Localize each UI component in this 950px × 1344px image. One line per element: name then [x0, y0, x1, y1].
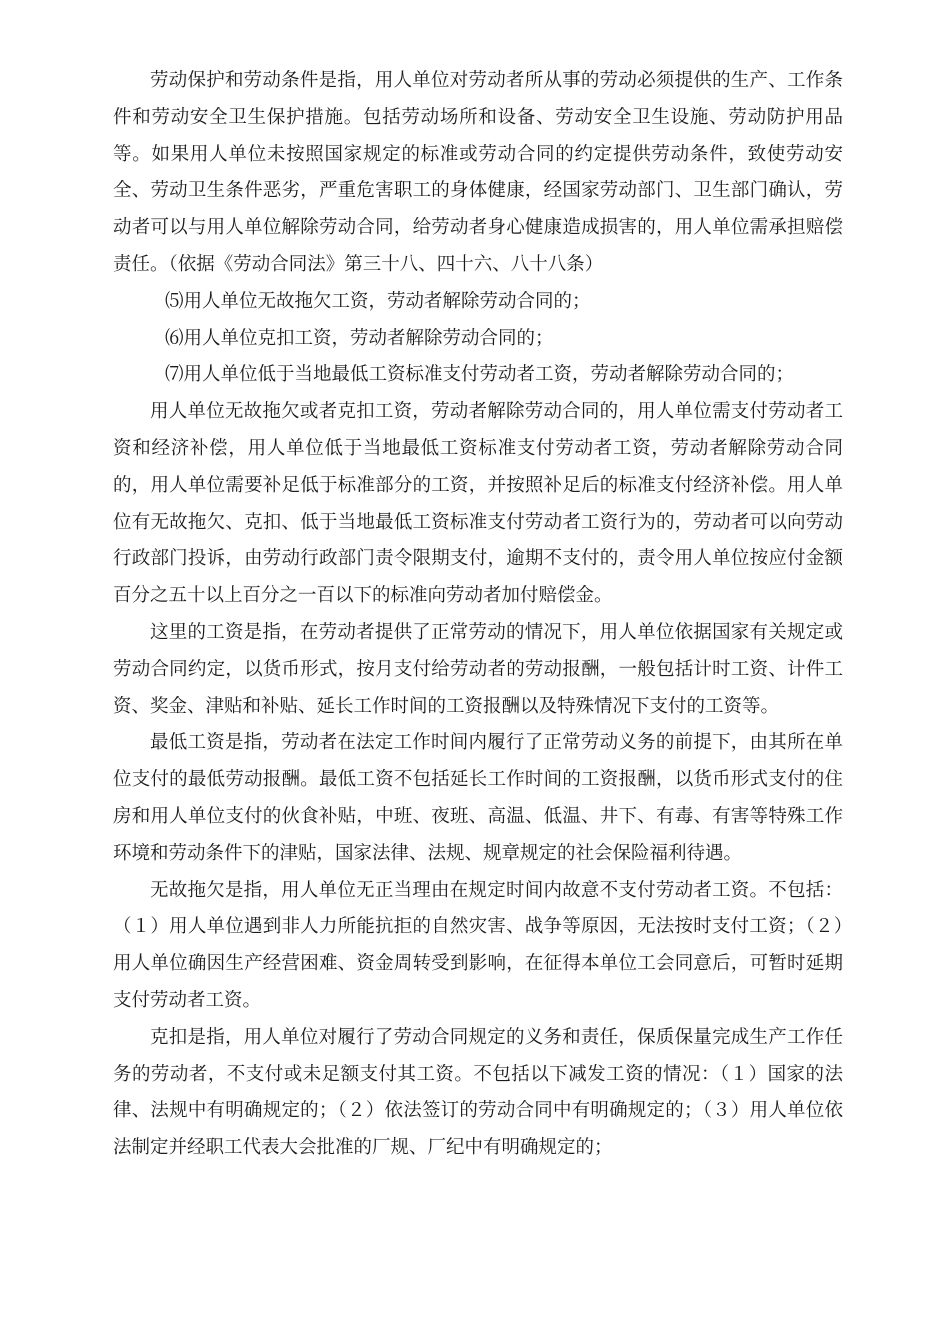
document-body [113, 63, 843, 1167]
paragraph-minimum-wage: 最低工资是指，劳动者在法定工作时间内履行了正常劳动义务的前提下，由其所在单位支付的最低劳动报酬。最低工资不包括延长工作时间的工资报酬，以货币形式支付的住房和用人单位支付的伙食补贴，中班、夜班、高温、低温、井下、有毒、有害等特殊工作环境和劳动条件下的津贴，国家法律、法规、规章规定的社会保险福利待遇。 [113, 732, 843, 864]
list-item-5: ⑸用人单位无故拖欠工资，劳动者解除劳动合同的； [165, 290, 591, 312]
paragraph-unjustified-arrears: 无故拖欠是指，用人单位无正当理由在规定时间内故意不支付劳动者工资。不包括：（１）用人单位遇到非人力所能抗拒的自然灾害、战争等原因，无法按时支付工资；（２）用人单位确因生产经营困难、资金周转受到影响，在征得本单位工会同意后，可暂时延期支付劳动者工资。 [113, 879, 843, 1011]
list-item-7: ⑺用人单位低于当地最低工资标准支付劳动者工资，劳动者解除劳动合同的； [165, 364, 795, 386]
list-item-6: ⑹用人单位克扣工资，劳动者解除劳动合同的； [165, 327, 554, 349]
paragraph-wage-definition: 这里的工资是指，在劳动者提供了正常劳动的情况下，用人单位依据国家有关规定或劳动合同约定，以货币形式，按月支付给劳动者的劳动报酬，一般包括计时工资、计件工资、奖金、津贴和补贴、延长工作时间的工资报酬以及特殊情况下支付的工资等。 [113, 621, 843, 717]
paragraph-deduction: 克扣是指，用人单位对履行了劳动合同规定的义务和责任，保质保量完成生产工作任务的劳动者，不支付或未足额支付其工资。不包括以下减发工资的情况：（１）国家的法律、法规中有明确规定的；（２）依法签订的劳动合同中有明确规定的；（３）用人单位依法制定并经职工代表大会批准的厂规、厂纪中有明确规定的； [113, 1026, 843, 1159]
paragraph-wage-arrears: 用人单位无故拖欠或者克扣工资，劳动者解除劳动合同的，用人单位需支付劳动者工资和经济补偿，用人单位低于当地最低工资标准支付劳动者工资，劳动者解除劳动合同的，用人单位需要补足低于标准部分的工资，并按照补足后的标准支付经济补偿。用人单位有无故拖欠、克扣、低于当地最低工资标准支付劳动者工资行为的，劳动者可以向劳动行政部门投诉，由劳动行政部门责令限期支付，逾期不支付的，责令用人单位按应付金额百分之五十以上百分之一百以下的标准向劳动者加付赔偿金。 [113, 401, 843, 607]
paragraph-labor-protection: 劳动保护和劳动条件是指，用人单位对劳动者所从事的劳动必须提供的生产、工作条件和劳动安全卫生保护措施。包括劳动场所和设备、劳动安全卫生设施、劳动防护用品等。如果用人单位未按照国家规定的标准或劳动合同的约定提供劳动条件，致使劳动安全、劳动卫生条件恶劣，严重危害职工的身体健康，经国家劳动部门、卫生部门确认，劳动者可以与用人单位解除劳动合同，给劳动者身心健康造成损害的，用人单位需承担赔偿责任。（依据《劳动合同法》第三十八、四十六、八十八条） [113, 70, 843, 275]
